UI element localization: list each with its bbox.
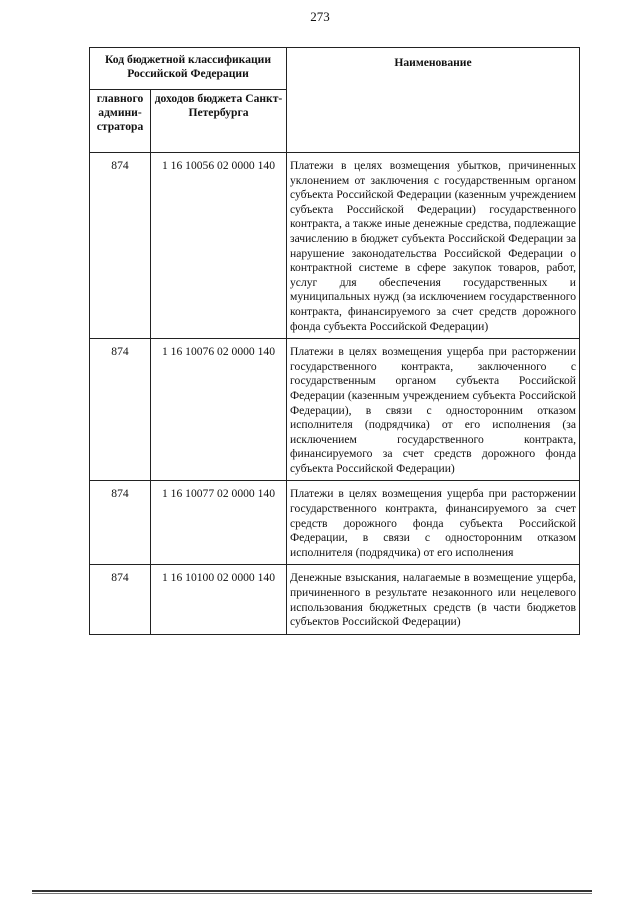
budget-classification-table: [89, 47, 580, 635]
table-row: [90, 153, 580, 339]
header-code-group: Код бюджетной классификации Российской Федерации: [90, 48, 287, 90]
table-row: [90, 339, 580, 481]
row-budget-code: 1 16 10076 02 0000 140: [151, 339, 287, 481]
row-admin-code: 874: [90, 565, 151, 634]
row-name: Платежи в целях возмещения ущерба при расторжении государственного контракта, заключенного с государственным органом субъекта Российской Федерации (казенным учреждением субъекта Российской Федерации), в связи с односторонним отказом исполнителя (подрядчика) от его исполнения (за исключением государственного контракта, финансируемого за счет средств дорожного фонда субъекта Российской Федерации): [287, 339, 580, 481]
header-admin: главного админи-стратора: [90, 90, 151, 153]
row-admin-code: 874: [90, 339, 151, 481]
row-name: Платежи в целях возмещения убытков, причиненных уклонением от заключения с государственным органом субъекта Российской Федерации (казенным учреждением субъекта Российской Федерации) государственного контракта, а также иные денежные средства, подлежащие зачислению в бюджет субъекта Российской Федерации за нарушение законодательства Российской Федерации о контрактной системе в сфере закупок товаров, работ, услуг для обеспечения государственных и муниципальных нужд (за исключением государственного контракта, финансируемого за счет средств дорожного фонда субъекта Российской Федерации): [287, 153, 580, 339]
table-row: [90, 481, 580, 565]
row-name: Платежи в целях возмещения ущерба при расторжении государственного контракта, финансируемого за счет средств дорожного фонда субъекта Российской Федерации, в связи с односторонним отказом исполнителя (подрядчика) от его исполнения: [287, 481, 580, 565]
footer-divider: [32, 890, 592, 892]
row-admin-code: 874: [90, 153, 151, 339]
row-admin-code: 874: [90, 481, 151, 565]
row-name: Денежные взыскания, налагаемые в возмещение ущерба, причиненного в результате незаконного или нецелевого использования бюджетных средств (в части бюджетов субъектов Российской Федерации): [287, 565, 580, 634]
table-row: [90, 565, 580, 634]
header-income: доходов бюджета Санкт-Петербурга: [151, 90, 287, 153]
row-budget-code: 1 16 10056 02 0000 140: [151, 153, 287, 339]
footer-divider-thin: [32, 893, 592, 894]
row-budget-code: 1 16 10100 02 0000 140: [151, 565, 287, 634]
page-number: 273: [310, 9, 330, 24]
row-budget-code: 1 16 10077 02 0000 140: [151, 481, 287, 565]
header-name: Наименование: [287, 48, 580, 153]
